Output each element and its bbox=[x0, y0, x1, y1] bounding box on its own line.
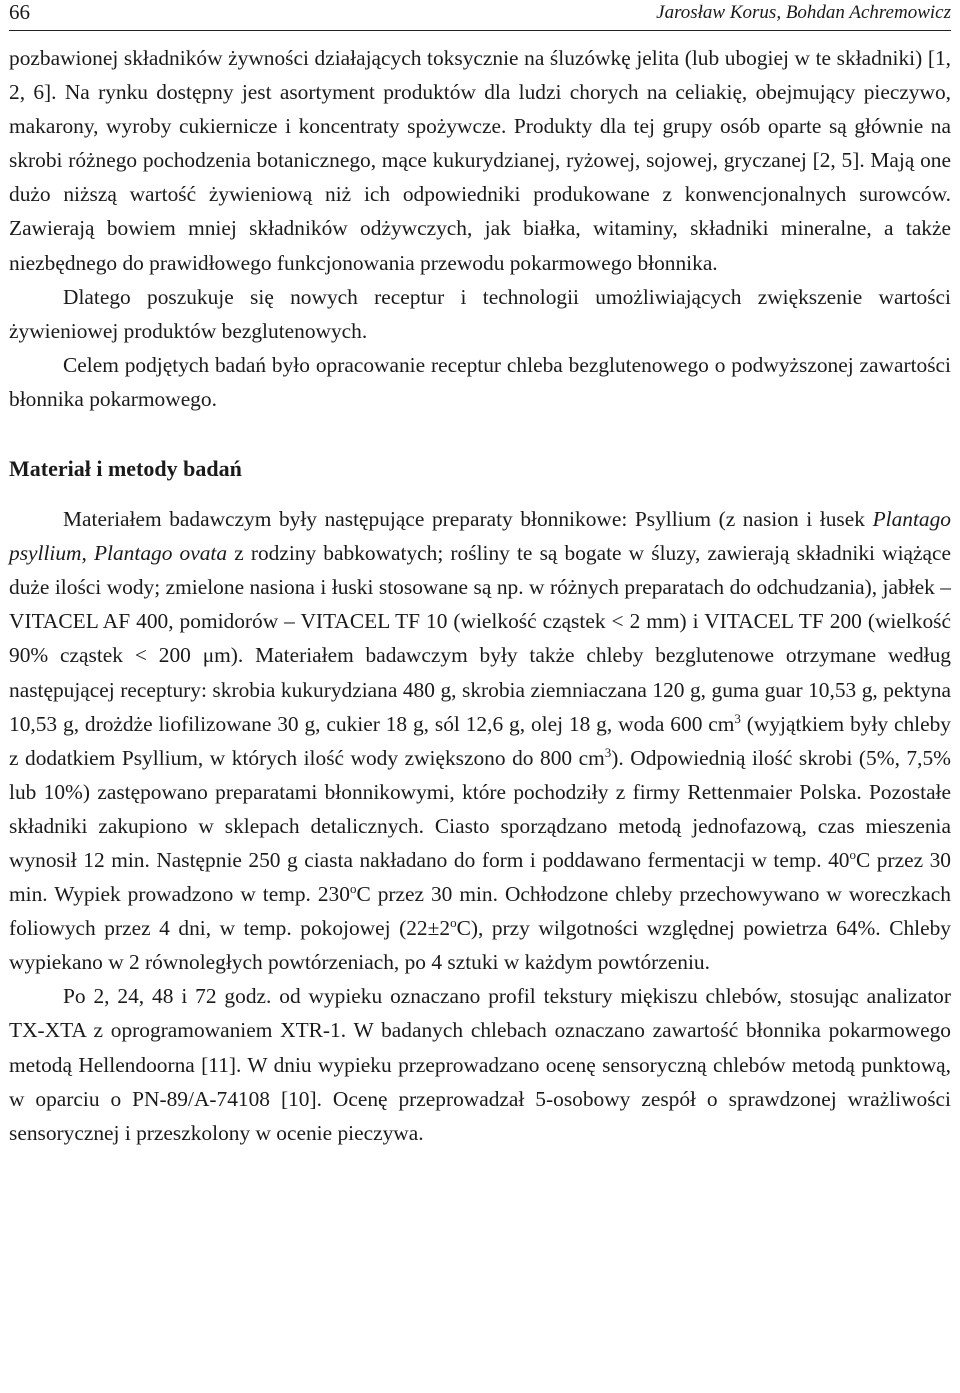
species-names: Plantago psyllium, Plantago ovata bbox=[9, 507, 951, 566]
methods-text-a: Materiałem badawczym były następujące preparaty błonnikowe: Psyllium (z nasion i łusek bbox=[63, 507, 873, 532]
section-heading-methods: Materiał i metody badań bbox=[9, 456, 242, 482]
methods-text-f: C przez 30 min. Wypiek prowadzono w temp. 230 bbox=[9, 847, 952, 907]
superscript-cm3-b: 3 bbox=[604, 744, 612, 760]
methods-paragraph-1 bbox=[9, 502, 951, 979]
superscript-degree-b: o bbox=[349, 880, 357, 896]
methods-text-d: (wyjątkiem były chleby z dodatkiem Psyllium, w których ilość wody zwiększono do 800 cm bbox=[9, 711, 951, 770]
superscript-degree-a: o bbox=[849, 846, 856, 862]
running-head-authors: Jarosław Korus, Bohdan Achremowicz bbox=[656, 2, 951, 23]
methods-paragraph-2: Po 2, 24, 48 i 72 godz. od wypieku oznaczano profil tekstury miękiszu chlebów, stosując analizator TX-XTA z oprogramowaniem XTR-1. W badanych chlebach oznaczano zawartość błonnika pokarmowego metodą Hellendoorna [11]. W dniu wypieku przeprowadzano ocenę sensoryczną chlebów metodą punktową, w oparciu o PN-89/A-74108 [10]. Ocenę przeprowadzał 5-osobowy zespół o sprawdzonej wrażliwości sensorycznej i przeszkolony w ocenie pieczywa. bbox=[9, 984, 951, 1145]
intro-paragraph-1: pozbawionej składników żywności działających toksycznie na śluzówkę jelita (lub ubogiej w te składniki) [1, 2, 6]. Na rynku dostępny jest asortyment produktów dla ludzi chorych na celiakię, obejmujący pieczywo, makarony, wyroby cukiernicze i koncentraty spożywcze. Produkty dla tej grupy osób oparte są głównie na skrobi różnego pochodzenia botanicznego, mące kukurydzianej, ryżowej, sojowej, gryczanej [2, 5]. Mają one dużo niższą wartość żywieniową niż ich odpowiedniki produkowane z konwencjonalnych surowców. Zawierają bowiem mniej składników odżywczych, jak białka, witaminy, składniki mineralne, a także niezbędnego do prawidłowego funkcjonowania przewodu pokarmowego błonnika. bbox=[9, 46, 951, 275]
superscript-cm3-a: 3 bbox=[734, 710, 741, 726]
methods-text-h: C), przy wilgotności względnej powietrza 64%. Chleby wypiekano w 2 równoległych powtórzeniach, po 4 sztuki w każdym powtórzeniu. bbox=[9, 916, 951, 975]
methods-text-g: C przez 30 min. Ochłodzone chleby przechowywano w woreczkach foliowych przez 4 dni, w temp. pokojowej (22±2 bbox=[9, 882, 951, 941]
methods-text-c: z rodziny babkowatych; rośliny te są bogate w śluzy, zawierają składniki wiążące duże ilości wody; zmielone nasiona i łuski stosowane są np. w różnych preparatach do odchudzania), jabłek – VITACEL AF 400, pomidorów – VITACEL TF 10 (wielkość cząstek < 2 mm) i VITACEL TF 200 (wielkość 90% cząstek < 200 μm). Materiałem badawczym były także chleby bezglutenowe otrzymane według następującej receptury: skrobia kukurydziana 480 g, skrobia ziemniaczana 120 g, guma guar 10,53 g, pektyna 10,53 g, drożdże liofilizowane 30 g, cukier 18 g, sól 12,6 g, olej 18 g, woda 600 cm bbox=[9, 541, 951, 736]
superscript-degree-c: o bbox=[450, 915, 457, 931]
intro-paragraph-2: Dlatego poszukuje się nowych receptur i technologii umożliwiających zwiększenie wartości żywieniowej produktów bezglutenowych. bbox=[9, 284, 951, 343]
intro-paragraph-3: Celem podjętych badań było opracowanie receptur chleba bezglutenowego o podwyższonej zawartości błonnika pokarmowego. bbox=[9, 352, 951, 411]
page-number: 66 bbox=[9, 0, 30, 24]
methods-text-e: ). Odpowiednią ilość skrobi (5%, 7,5% lub 10%) zastępowano preparatami błonnikowymi, które pochodziły z firmy Rettenmaier Polska. Pozostałe składniki zakupiono w sklepach detalicznych. Ciasto sporządzano metodą jednofazową, czas mieszenia wynosił 12 min. Następnie 250 g ciasta nakładano do form i poddawano fermentacji w temp. 40 bbox=[9, 745, 951, 872]
document-page bbox=[9, 0, 951, 1150]
page-header bbox=[9, 0, 951, 31]
